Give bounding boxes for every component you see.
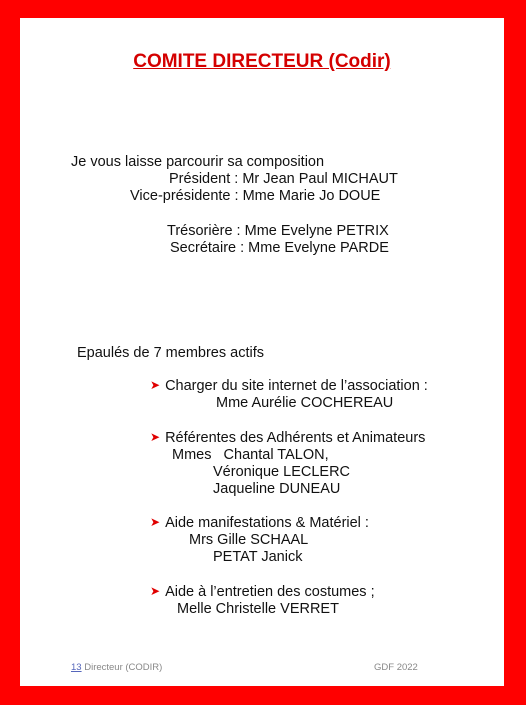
arrow-bullet-icon: ➤ [150,515,161,529]
document-page [20,18,504,686]
footer-section: Directeur (CODIR) [84,662,163,673]
intro-text: Je vous laisse parcourir sa composition [71,154,325,170]
footer-left [71,662,162,673]
arrow-bullet-icon: ➤ [150,430,161,444]
page-title: COMITE DIRECTEUR (Codir) [133,51,391,72]
role-referents [150,430,425,447]
role-person: Jaqueline DUNEAU [213,481,341,497]
role-label: Référentes des Adhérents et Animateurs [165,430,426,446]
role-person: PETAT Janick [213,549,303,565]
role-person: Melle Christelle VERRET [177,601,339,617]
role-website [150,378,428,395]
role-person: Véronique LECLERC [213,464,351,480]
role-person: Mme Aurélie COCHEREAU [216,395,394,411]
role-person: Mmes Chantal TALON, [172,447,329,463]
secretary-line: Secrétaire : Mme Evelyne PARDE [170,240,389,256]
role-label: Aide manifestations & Matériel : [165,515,369,531]
role-person: Mrs Gille SCHAAL [189,532,309,548]
treasurer-line: Trésorière : Mme Evelyne PETRIX [167,223,389,239]
page-number: 13 [71,662,82,673]
role-events [150,515,369,532]
arrow-bullet-icon: ➤ [150,378,161,392]
role-costumes [150,584,375,601]
president-line: Président : Mr Jean Paul MICHAUT [169,171,398,187]
footer-right: GDF 2022 [374,662,418,673]
role-label: Charger du site internet de l’association : [165,378,428,394]
role-label: Aide à l’entretien des costumes ; [165,584,375,600]
arrow-bullet-icon: ➤ [150,584,161,598]
vice-president-line: Vice-présidente : Mme Marie Jo DOUE [130,188,381,204]
members-intro: Epaulés de 7 membres actifs [77,345,264,361]
